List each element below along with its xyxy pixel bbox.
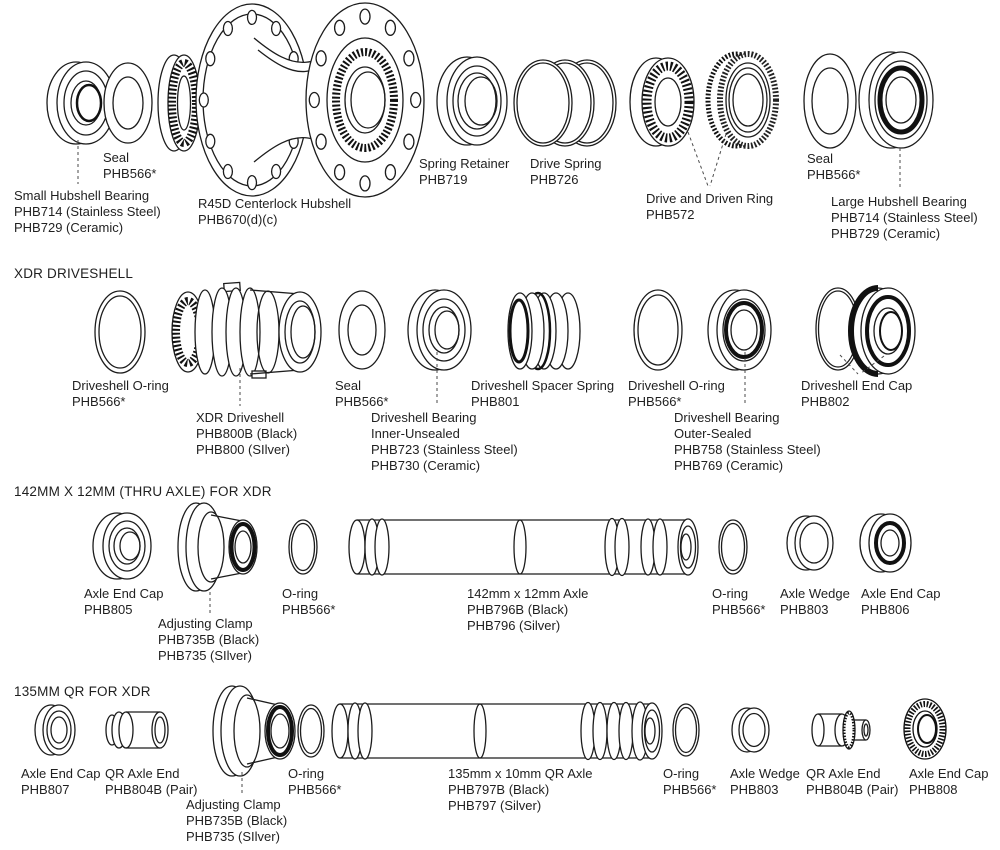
label-line: PHB566* [72, 394, 126, 409]
label-line: Seal [335, 378, 362, 393]
qr-oring-right-drawing [673, 704, 699, 756]
drive-ring-drawing [630, 58, 694, 146]
label-line: Outer-Sealed [674, 426, 752, 441]
label-line: O-ring [712, 586, 749, 601]
label-line: PHB735 (SIlver) [158, 648, 252, 663]
qr-axle-end-left-drawing [106, 712, 168, 748]
label-line: PHB801 [471, 394, 520, 409]
driveshell-spacer-spring-drawing [508, 293, 580, 369]
label-line: PHB566* [282, 602, 336, 617]
qr-oring-left-drawing [298, 705, 324, 757]
label-line: Driveshell O-ring [72, 378, 169, 393]
label-hubshell [198, 196, 351, 228]
label-line: O-ring [282, 586, 319, 601]
label-line: PHB566* [712, 602, 766, 617]
label-line: PHB758 (Stainless Steel) [674, 442, 821, 457]
driven-ring-drawing [708, 54, 776, 146]
label-line: Axle End Cap [21, 766, 101, 781]
spring-retainer-drawing [437, 57, 507, 145]
label-line: Adjusting Clamp [186, 797, 281, 812]
qr-axle-end-cap-left-drawing [35, 705, 75, 755]
label-line: Driveshell Bearing [674, 410, 780, 425]
xdr-driveshell-drawing [172, 282, 321, 378]
qr-axle-wedge-drawing [732, 708, 769, 752]
label-line: PHB804B (Pair) [105, 782, 198, 797]
label-line: PHB566* [663, 782, 717, 797]
label-line: Large Hubshell Bearing [831, 194, 967, 209]
label-line: Axle End Cap [909, 766, 989, 781]
label-driveshell-bearing-outer [674, 410, 821, 474]
label-small-hubshell-bearing [14, 188, 161, 236]
label-line: Small Hubshell Bearing [14, 188, 150, 203]
label-line: Inner-Unsealed [371, 426, 460, 441]
label-line: PHB714 (Stainless Steel) [14, 204, 161, 219]
label-driveshell-oring-right [628, 378, 725, 410]
label-driveshell-spacer-spring [471, 378, 614, 410]
label-line: Axle Wedge [730, 766, 800, 781]
label-line: PHB804B (Pair) [806, 782, 899, 797]
label-driveshell-oring-left [72, 378, 169, 410]
label-thru-axle [467, 586, 588, 634]
label-line: PHB730 (Ceramic) [371, 458, 481, 473]
label-line: QR Axle End [105, 766, 180, 781]
label-line: Seal [807, 151, 834, 166]
label-line: PHB566* [288, 782, 342, 797]
label-driveshell-bearing-inner [371, 410, 518, 474]
label-line: PHB735B (Black) [158, 632, 260, 647]
label-line: PHB806 [861, 602, 910, 617]
thru-adjusting-clamp-drawing [178, 503, 257, 591]
label-driveshell-end-cap [801, 378, 912, 410]
label-qr-axle-end-cap-right [909, 766, 989, 798]
large-seal-drawing [804, 54, 856, 148]
qr-axle-end-cap-right-drawing [904, 699, 946, 759]
driveshell-oring-left-drawing [95, 291, 145, 373]
hubshell-drawing [158, 3, 424, 197]
label-line: PHB723 (Stainless Steel) [371, 442, 518, 457]
label-line: PHB566* [628, 394, 682, 409]
label-line: PHB802 [801, 394, 850, 409]
label-line: Seal [103, 150, 130, 165]
label-line: PHB807 [21, 782, 70, 797]
label-qr-axle-end-right [806, 766, 898, 798]
label-line: PHB805 [84, 602, 133, 617]
label-line: R45D Centerlock Hubshell [198, 196, 352, 211]
driveshell-bearing-inner-drawing [408, 290, 471, 370]
label-line: PHB719 [419, 172, 468, 187]
label-line: PHB729 (Ceramic) [831, 226, 941, 241]
label-line: PHB796 (Silver) [467, 618, 561, 633]
label-line: PHB670(d)(c) [198, 212, 278, 227]
label-drive-spring [530, 156, 602, 188]
label-qr-axle [448, 766, 593, 814]
label-line: PHB800B (Black) [196, 426, 298, 441]
label-thru-adjusting-clamp [158, 616, 259, 664]
label-line: PHB714 (Stainless Steel) [831, 210, 978, 225]
label-line: 142mm x 12mm Axle [467, 586, 589, 601]
label-line: Axle End Cap [84, 586, 164, 601]
driveshell-seal-drawing [339, 291, 385, 369]
label-spring-retainer [419, 156, 509, 188]
small-seal-drawing [104, 63, 152, 143]
label-line: PHB566* [335, 394, 389, 409]
thru-oring-left-drawing [289, 520, 317, 574]
label-driveshell-seal [335, 378, 388, 410]
label-line: Driveshell End Cap [801, 378, 913, 393]
qr-adjusting-clamp-drawing [213, 686, 295, 776]
label-line: PHB572 [646, 207, 695, 222]
label-qr-adjusting-clamp [186, 797, 287, 845]
label-line: PHB800 (SIlver) [196, 442, 290, 457]
qr-axle-drawing [332, 702, 662, 760]
label-large-hubshell-bearing [831, 194, 978, 242]
label-line: PHB566* [103, 166, 157, 181]
label-qr-axle-end-left [105, 766, 197, 798]
label-line: Adjusting Clamp [158, 616, 253, 631]
label-line: PHB796B (Black) [467, 602, 569, 617]
label-line: Drive Spring [530, 156, 602, 171]
label-line: Driveshell Spacer Spring [471, 378, 615, 393]
thru-oring-right-drawing [719, 520, 747, 574]
label-qr-oring-left [288, 766, 341, 798]
label-line: PHB729 (Ceramic) [14, 220, 124, 235]
label-qr-axle-end-cap-left [21, 766, 101, 798]
section-header-driveshell: XDR DRIVESHELL [14, 266, 134, 281]
label-line: PHB808 [909, 782, 958, 797]
label-thru-oring-right [712, 586, 765, 618]
label-line: Driveshell Bearing [371, 410, 477, 425]
label-seal-small [103, 150, 156, 182]
label-line: Axle Wedge [780, 586, 850, 601]
label-thru-axle-wedge [780, 586, 850, 618]
label-qr-axle-wedge [730, 766, 800, 798]
label-line: O-ring [663, 766, 700, 781]
large-hubshell-bearing-drawing [859, 52, 933, 148]
label-line: PHB803 [780, 602, 829, 617]
driveshell-end-cap-drawing [851, 288, 915, 374]
label-line: PHB769 (Ceramic) [674, 458, 784, 473]
driveshell-bearing-outer-drawing [708, 290, 771, 370]
thru-axle-drawing [349, 519, 698, 576]
label-line: PHB735B (Black) [186, 813, 288, 828]
section-header-qr-axle: 135MM QR FOR XDR [14, 684, 151, 699]
drive-spring-drawing [514, 60, 616, 146]
label-line: 135mm x 10mm QR Axle [448, 766, 593, 781]
label-line: XDR Driveshell [196, 410, 285, 425]
label-line: PHB797 (Silver) [448, 798, 542, 813]
label-thru-axle-end-cap-left [84, 586, 164, 618]
label-line: Drive and Driven Ring [646, 191, 774, 206]
label-line: Driveshell O-ring [628, 378, 725, 393]
label-drive-driven-ring [646, 191, 773, 223]
label-thru-axle-end-cap-right [861, 586, 941, 618]
label-line: QR Axle End [806, 766, 881, 781]
qr-axle-end-right-drawing [812, 711, 870, 749]
section-header-thru-axle: 142MM X 12MM (THRU AXLE) FOR XDR [14, 484, 272, 499]
label-line: PHB566* [807, 167, 861, 182]
label-line: O-ring [288, 766, 325, 781]
label-thru-oring-left [282, 586, 335, 618]
label-line: Axle End Cap [861, 586, 941, 601]
label-qr-oring-right [663, 766, 716, 798]
label-line: Spring Retainer [419, 156, 510, 171]
driveshell-oring-right-drawing [634, 290, 682, 370]
thru-axle-end-cap-right-drawing [860, 514, 911, 572]
label-line: PHB797B (Black) [448, 782, 550, 797]
label-line: PHB726 [530, 172, 579, 187]
thru-axle-wedge-drawing [787, 516, 833, 570]
label-line: PHB803 [730, 782, 779, 797]
label-xdr-driveshell [196, 410, 297, 458]
label-seal-large [807, 151, 860, 183]
label-line: PHB735 (SIlver) [186, 829, 280, 844]
thru-axle-end-cap-left-drawing [93, 513, 151, 579]
